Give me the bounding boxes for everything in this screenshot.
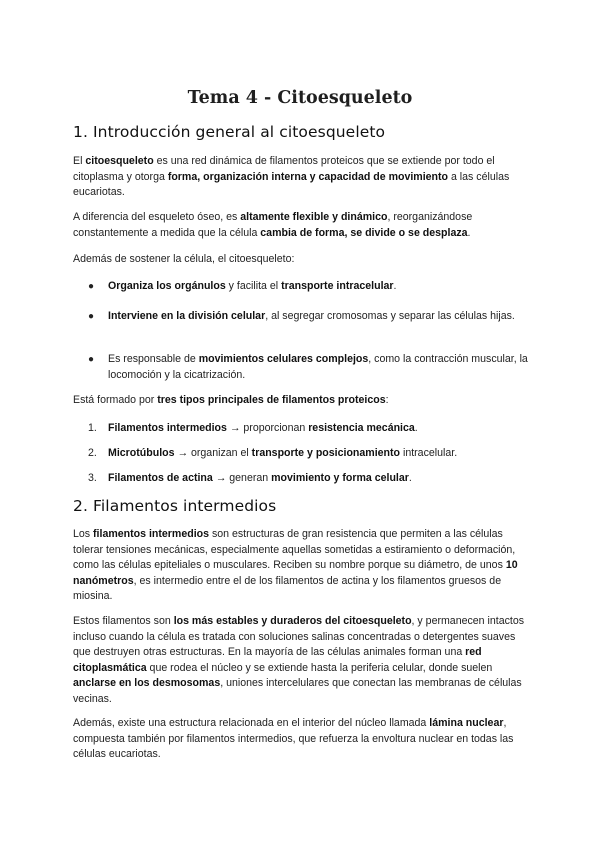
bold-text-run: los más estables y duraderos del citoesqueleto: [173, 615, 412, 627]
text-run: Los: [73, 528, 94, 540]
bold-text-run: tres tipos principales de filamentos proteicos: [157, 394, 386, 406]
list-number: 2.: [88, 447, 97, 459]
bold-text-run: forma, organización interna y capacidad de movimiento: [167, 170, 449, 183]
numbered-item-1: [108, 421, 528, 437]
bold-text-run: lámina nuclear: [429, 717, 504, 729]
text-run: , es intermedio entre el de los filamentos de actina y los filamentos gruesos de miosina.: [73, 574, 502, 602]
bullet-item-1: [108, 279, 528, 295]
text-run: son estructuras de gran resistencia que permiten a las células tolerar tensiones mecánicas, especialmente aquellas sometidas a estiramiento o deformación, como las células epiteliales o musculares. Reciben su nombre porque su diámetro, de unos: [73, 528, 516, 571]
section-1-heading: 1. Introducción general al citoesqueleto: [73, 123, 386, 141]
text-run: , y permanecen intactos incluso cuando la célula es tratada con soluciones salinas concentradas o detergentes suaves que destruyen otras estructuras. En la mayoría de las células animales forman una: [73, 615, 525, 658]
bold-text-run: red citoplasmática: [73, 646, 482, 674]
text-run: .: [414, 422, 418, 434]
text-run: → proporcionan: [226, 422, 309, 434]
bold-text-run: altamente flexible y dinámico: [240, 211, 388, 223]
bold-text-run: cambia de forma, se divide o se desplaza: [260, 226, 468, 239]
bold-text-run: transporte intracelular: [281, 280, 394, 292]
text-run: que rodea el núcleo y se extiende hasta la periferia celular, donde suelen: [146, 661, 493, 674]
text-run: Es responsable de: [108, 353, 199, 365]
text-run: , reorganizándose constantemente a medida que la célula: [73, 211, 473, 239]
bullet-icon: ●: [88, 281, 95, 292]
text-run: → organizan el: [174, 447, 252, 459]
section-1-paragraph-2: [73, 210, 529, 241]
bold-text-run: Microtúbulos: [108, 447, 175, 459]
bold-text-run: movimientos celulares complejos: [198, 353, 369, 365]
text-run: Además de sostener la célula, el citoesqueleto:: [73, 253, 295, 265]
text-run: A diferencia del esqueleto óseo, es: [73, 211, 241, 223]
text-run: .: [408, 472, 412, 484]
section-1-paragraph-1: [73, 154, 529, 201]
section-2-paragraph-3: [73, 716, 529, 763]
bullet-icon: ●: [88, 354, 95, 365]
bold-text-run: movimiento y forma celular: [271, 472, 409, 484]
numbered-item-3: [108, 471, 528, 487]
bold-text-run: 10 nanómetros: [73, 559, 518, 587]
numbered-item-2: [108, 446, 528, 462]
text-run: , uniones intercelulares que conectan las membranas de células vecinas.: [73, 677, 522, 705]
section-2-paragraph-1: [73, 527, 529, 605]
bold-text-run: Filamentos intermedios: [108, 422, 227, 434]
page-title: Tema 4 - Citoesqueleto: [187, 88, 413, 108]
bold-text-run: transporte y posicionamiento: [251, 447, 401, 459]
text-run: y facilita el: [225, 280, 282, 292]
text-run: .: [467, 226, 471, 239]
text-run: intracelular.: [400, 447, 458, 459]
text-run: , compuesta también por filamentos intermedios, que refuerza la envoltura nuclear en todas las células eucariotas.: [73, 717, 514, 760]
text-run: Además, existe una estructura relacionada en el interior del núcleo llamada: [73, 717, 430, 729]
section-2-paragraph-2: [73, 614, 529, 707]
bullet-item-2: [108, 309, 528, 325]
text-run: Estos filamentos son: [73, 615, 174, 627]
section-2-heading: 2. Filamentos intermedios: [73, 497, 277, 515]
section-1-paragraph-4: [73, 393, 529, 409]
bold-text-run: citoesqueleto: [85, 155, 154, 167]
bold-text-run: anclarse en los desmosomas: [73, 677, 221, 689]
bold-text-run: Organiza los orgánulos: [108, 280, 226, 292]
bullet-icon: ●: [88, 311, 95, 322]
text-run: El: [73, 155, 86, 167]
text-run: es una red dinámica de filamentos proteicos que se extiende por todo el citoplasma y otorga: [73, 155, 495, 183]
text-run: Está formado por: [73, 394, 158, 406]
text-run: .: [393, 280, 397, 292]
text-run: → generan: [212, 472, 272, 484]
list-number: 3.: [88, 472, 97, 484]
bullet-item-3: [108, 352, 528, 383]
bold-text-run: filamentos intermedios: [93, 528, 209, 540]
section-1-paragraph-3: [73, 252, 529, 268]
bold-text-run: Interviene en la división celular: [108, 310, 266, 322]
bold-text-run: Filamentos de actina: [108, 472, 213, 484]
text-run: :: [385, 394, 389, 406]
list-number: 1.: [88, 422, 97, 434]
text-run: a las células eucariotas.: [73, 170, 510, 198]
text-run: , al segregar cromosomas y separar las células hijas.: [265, 310, 515, 322]
bold-text-run: resistencia mecánica: [308, 422, 415, 434]
text-run: , como la contracción muscular, la locomoción y la cicatrización.: [108, 353, 528, 381]
